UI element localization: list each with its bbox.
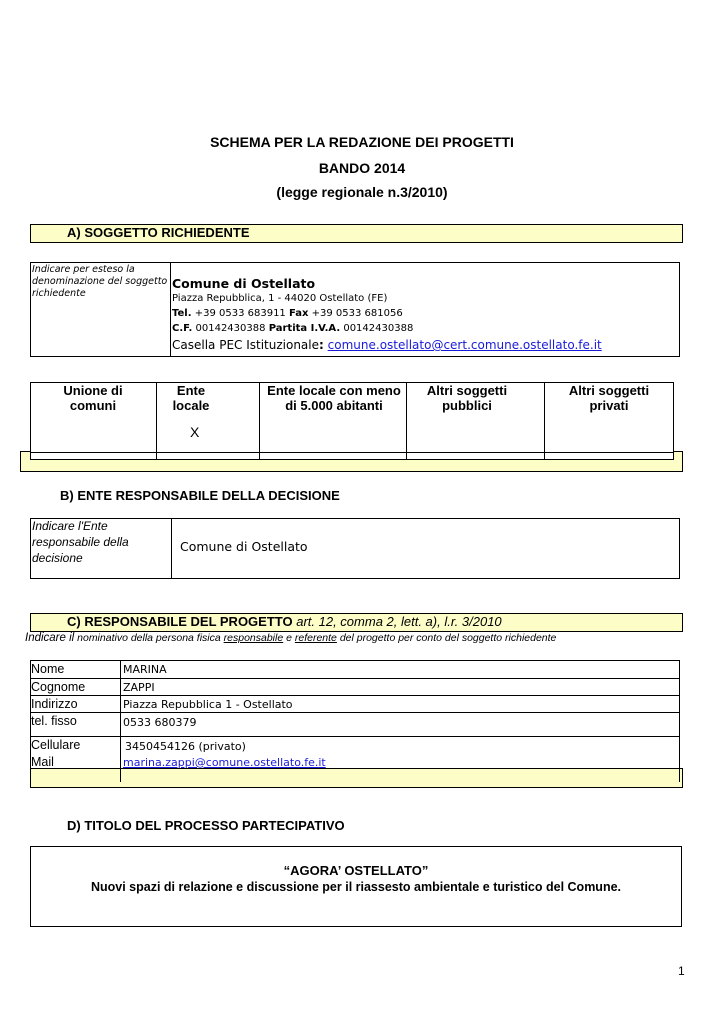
section-d-heading: D) TITOLO DEL PROCESSO PARTECIPATIVO [67, 818, 345, 833]
section-c-heading [67, 614, 502, 629]
contact-rule-1 [30, 678, 680, 679]
contact-label-mail: Mail [31, 755, 54, 769]
pec-label: Casella PEC Istituzionale [172, 338, 320, 352]
applicant-address: Piazza Repubblica, 1 - 44020 Ostellato (FE) [172, 293, 388, 304]
tel-value: +39 0533 683911 [194, 308, 286, 319]
section-a-bar [30, 224, 683, 243]
note-e: e [283, 632, 295, 644]
section-c-heading-ref: art. 12, comma 2, lett. a), l.r. 3/2010 [292, 614, 502, 629]
contact-label-nome: Nome [31, 662, 65, 676]
cf-label: C.F. [172, 323, 193, 334]
section-c-heading-bold: C) RESPONSABILE DEL PROGETTO [67, 614, 293, 629]
type-col-ente-locale: Ente locale [172, 383, 210, 413]
document-law-reference: (legge regionale n.3/2010) [276, 184, 448, 200]
cf-value: 00142430388 [195, 323, 266, 334]
applicant-divider [170, 262, 171, 357]
decision-divider [171, 518, 172, 579]
contact-value-indirizzo: Piazza Repubblica 1 - Ostellato [123, 698, 293, 711]
note-mid: nominativo della persona fisica [74, 632, 224, 644]
contact-label-indirizzo: Indirizzo [31, 697, 78, 711]
types-table-rule [30, 452, 674, 453]
decision-value: Comune di Ostellato [180, 539, 308, 554]
page-number: 1 [678, 964, 685, 978]
note-responsabile: responsabile [223, 632, 284, 644]
section-a-heading: A) SOGGETTO RICHIEDENTE [67, 225, 250, 240]
type-col-altri-privati: Altri soggetti privati [568, 383, 650, 413]
applicant-phone-line [172, 308, 403, 319]
type-selected-mark: X [190, 424, 200, 440]
contact-rule-4 [30, 736, 680, 737]
type-col-altri-pubblici: Altri soggetti pubblici [426, 383, 508, 413]
note-post: del progetto per conto del soggetto richiedente [336, 632, 557, 644]
contact-value-cognome: ZAPPI [123, 681, 155, 694]
types-col-divider-4 [544, 382, 545, 460]
types-col-divider-3 [406, 382, 407, 460]
project-subtitle: Nuovi spazi di relazione e discussione per il riassesto ambientale e turistico del Comune. [90, 880, 622, 894]
decision-label: Indicare l'Ente responsabile della decisione [32, 519, 129, 565]
pec-link[interactable]: comune.ostellato@cert.comune.ostellato.fe.it [327, 338, 602, 352]
tel-label: Tel. [172, 308, 192, 319]
section-c-note [25, 632, 556, 644]
document-title: SCHEMA PER LA REDAZIONE DEI PROGETTI [210, 134, 514, 150]
contact-label-tel: tel. fisso [31, 714, 77, 728]
contact-rule-2 [30, 695, 680, 696]
contact-mail-link[interactable]: marina.zappi@comune.ostellato.fe.it [123, 756, 326, 769]
type-col-unione: Unione di comuni [63, 383, 123, 413]
types-col-divider-2 [259, 382, 260, 460]
contact-label-cellulare: Cellulare [31, 738, 81, 752]
project-title: “AGORA’ OSTELLATO” [283, 863, 429, 878]
applicant-label: Indicare per esteso la denominazione del soggetto richiedente [32, 264, 168, 299]
contact-rule-3 [30, 712, 680, 713]
note-referente: referente [294, 632, 337, 644]
piva-label: Partita I.V.A. [268, 323, 341, 334]
type-col-ente-piccolo: Ente locale con meno di 5.000 abitanti [267, 383, 401, 413]
contact-value-nome: MARINA [123, 663, 167, 676]
piva-value: 00142430388 [343, 323, 414, 334]
contact-label-cognome: Cognome [31, 680, 86, 694]
types-col-divider-1 [156, 382, 157, 460]
fax-value: +39 0533 681056 [311, 308, 403, 319]
contact-value-tel: 0533 680379 [123, 716, 197, 729]
section-b-heading: B) ENTE RESPONSABILE DELLA DECISIONE [60, 488, 340, 503]
applicant-tax-line [172, 323, 413, 334]
contact-value-cellulare: 3450454126 (privato) [125, 740, 246, 753]
note-pre: Indicare il [25, 632, 75, 644]
applicant-name: Comune di Ostellato [172, 276, 316, 291]
pec-colon: : [319, 338, 324, 352]
section-c-bar [30, 613, 683, 632]
document-subtitle: BANDO 2014 [318, 160, 406, 176]
fax-label: Fax [288, 308, 309, 319]
applicant-pec-line [172, 338, 602, 352]
